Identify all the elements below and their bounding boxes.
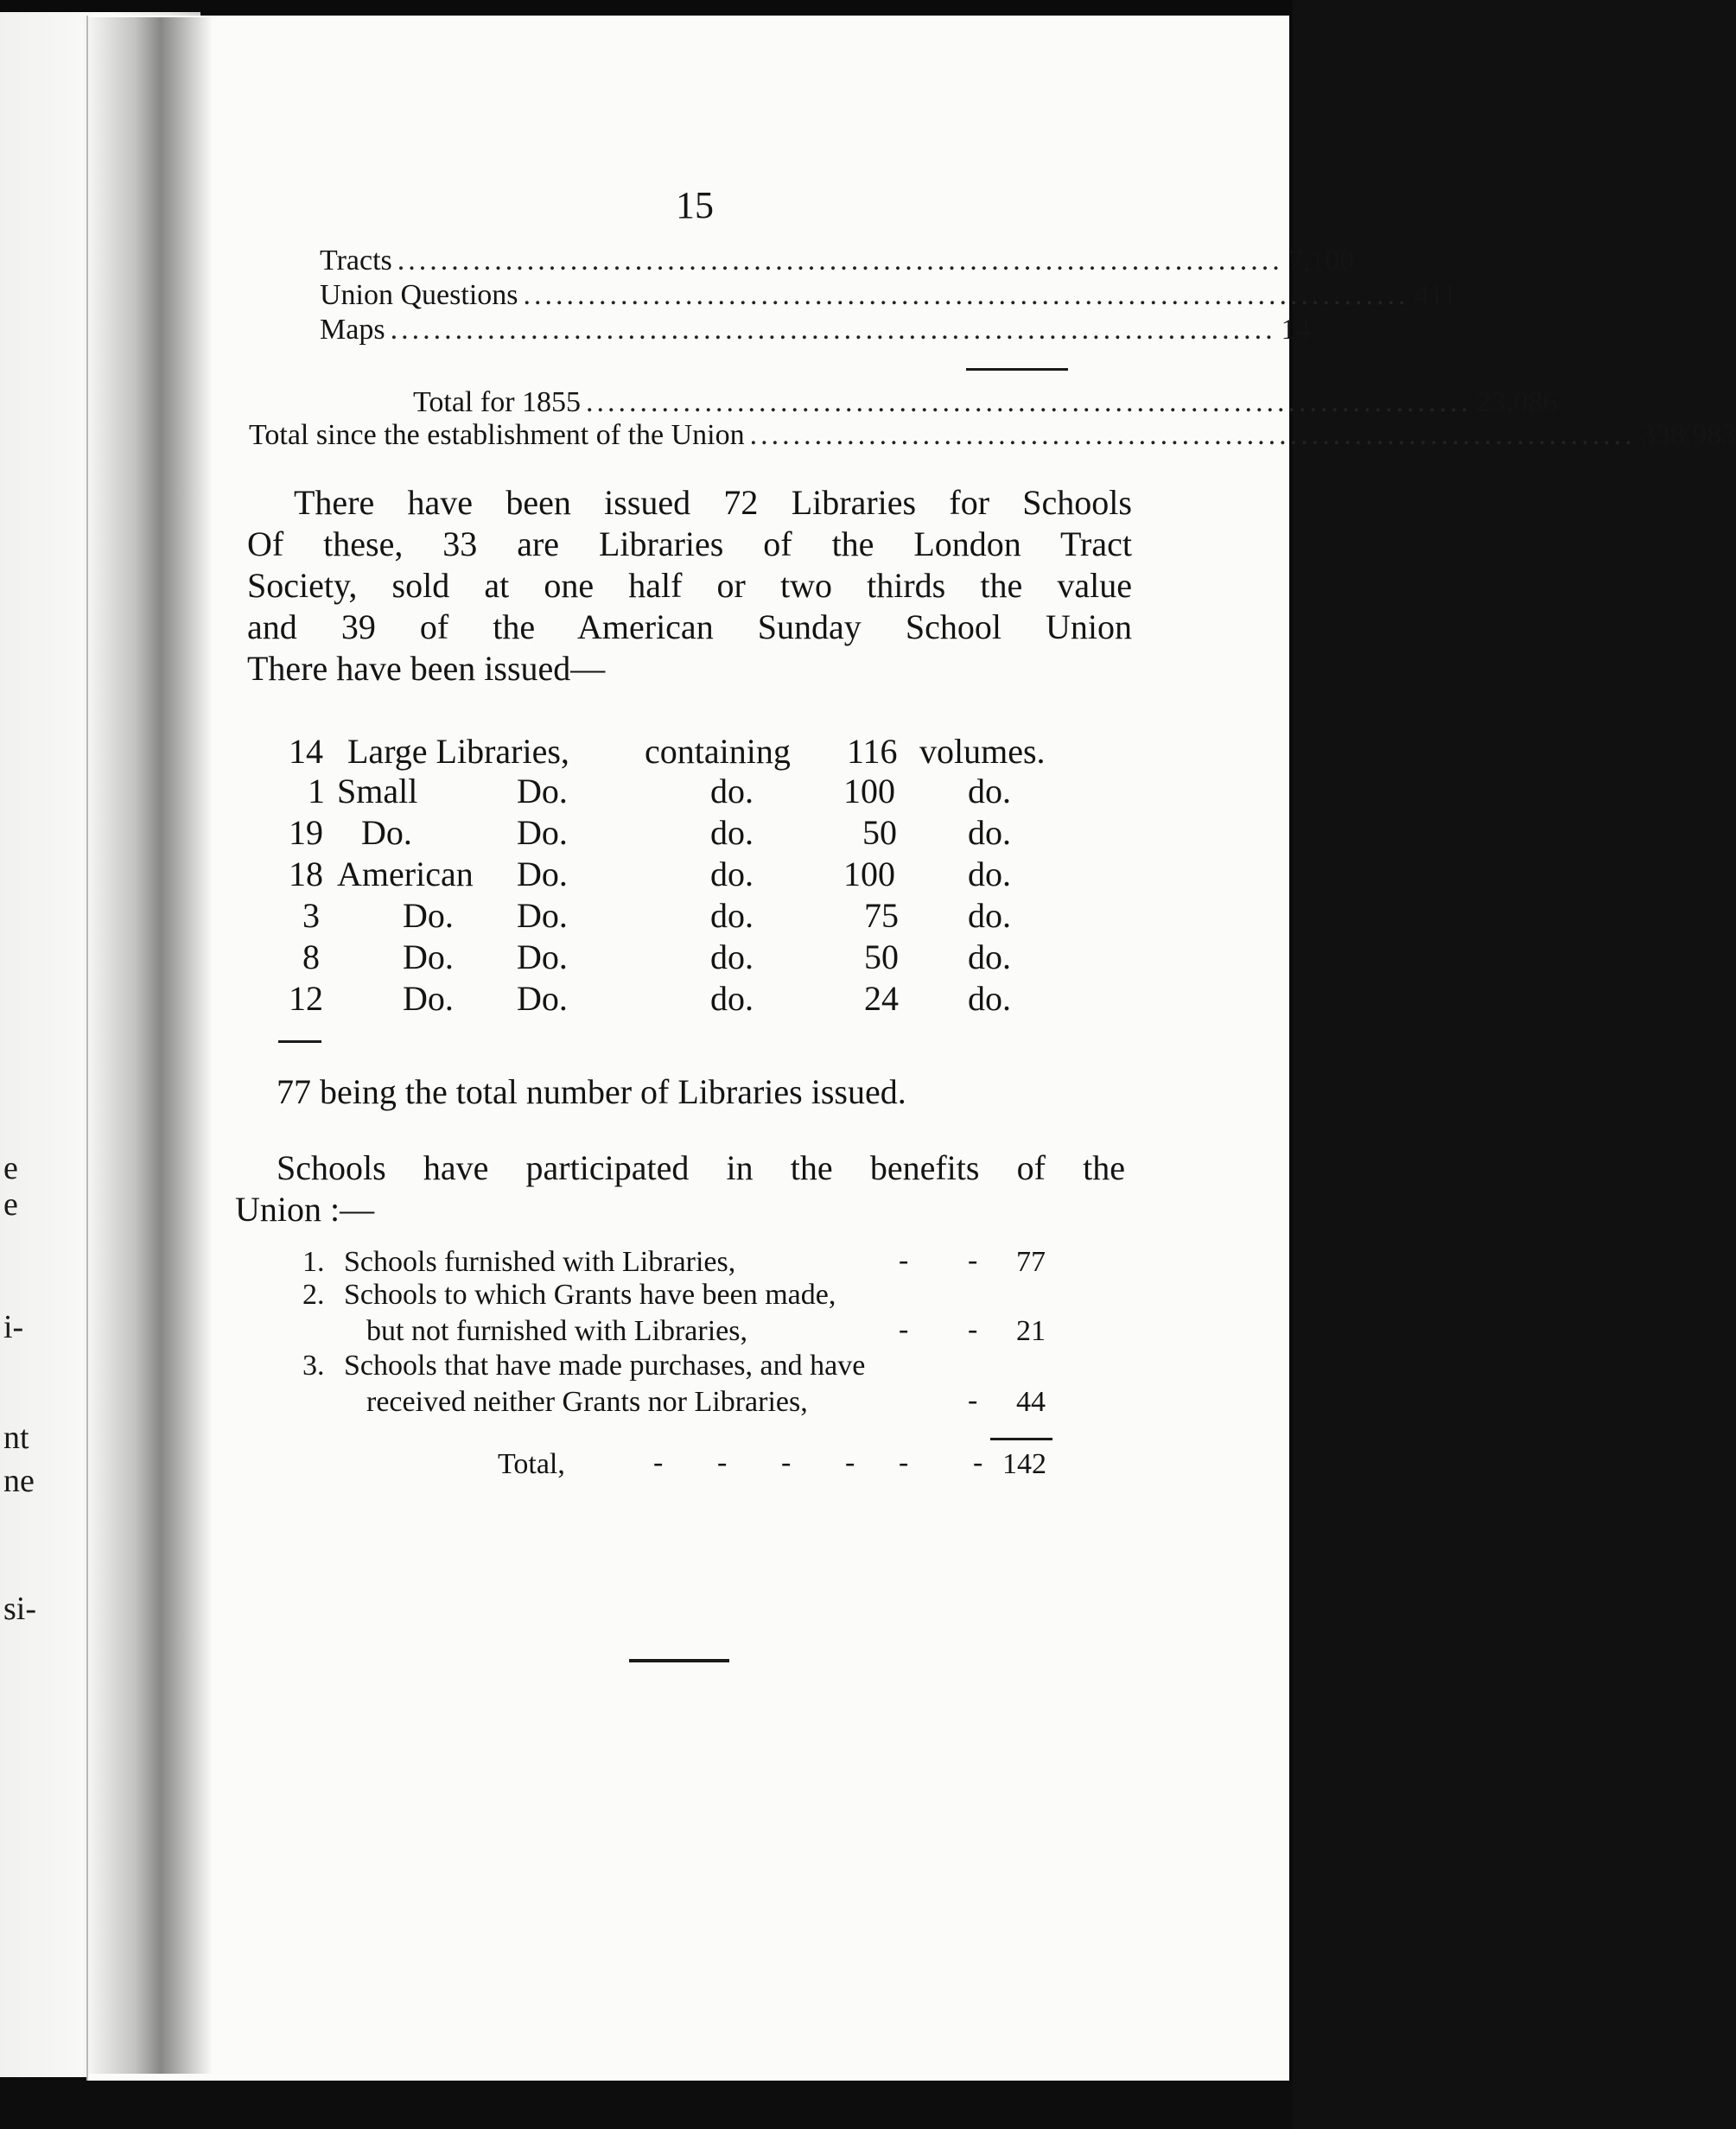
library-unit: do.	[968, 937, 1011, 976]
summary-value: 14	[1281, 314, 1311, 346]
library-do: Do.	[517, 979, 568, 1018]
library-do: Do.	[517, 937, 568, 976]
total-since-row	[249, 418, 1736, 453]
library-volumes: 50	[862, 813, 897, 852]
leader-dots: ..................................................................................	[390, 314, 1276, 346]
library-size: Do.	[403, 896, 454, 935]
total-label: Total,	[498, 1448, 565, 1480]
library-row	[0, 812, 1293, 854]
library-containing: do.	[710, 979, 754, 1018]
library-do: Do.	[517, 855, 568, 893]
library-count: 14	[289, 732, 323, 771]
library-unit: do.	[968, 896, 1011, 935]
dash: -	[899, 1446, 909, 1478]
library-containing: do.	[710, 813, 754, 852]
dash: -	[845, 1446, 855, 1478]
schools-list-item	[0, 1246, 1293, 1279]
left-page-fragment: si-	[3, 1591, 36, 1627]
schools-list-item	[0, 1350, 1293, 1382]
paragraph-line: Society, sold at one half or two thirds the value	[247, 566, 1132, 605]
library-containing: do.	[710, 896, 754, 935]
library-count: 1	[308, 772, 325, 810]
item-value: 44	[1016, 1386, 1046, 1418]
library-size: Small	[337, 772, 418, 810]
summary-label: Tracts	[320, 245, 392, 276]
item-text: Schools that have made purchases, and have	[344, 1350, 866, 1382]
left-page-fragment: i-	[3, 1309, 24, 1345]
library-size: Do.	[403, 979, 454, 1018]
library-containing: do.	[710, 937, 754, 976]
total-1855-value: 23,086	[1477, 386, 1558, 418]
leader-dots: ..................................................................................	[586, 386, 1472, 418]
total-value: 142	[1002, 1448, 1046, 1480]
library-size: Do.	[361, 813, 412, 852]
paragraph-line: There have been issued 72 Libraries for Schools	[294, 483, 1132, 522]
sum-rule	[966, 368, 1068, 371]
library-size: Large Libraries,	[347, 732, 569, 771]
page-number: 15	[676, 184, 714, 226]
scan-bottom-edge	[0, 2081, 1293, 2129]
library-containing: containing	[645, 732, 791, 771]
section-end-rule	[629, 1659, 729, 1662]
item-number: 2.	[302, 1279, 325, 1311]
dash: -	[717, 1446, 728, 1478]
libraries-total-line	[277, 1071, 1106, 1113]
library-count: 3	[302, 896, 320, 935]
dash: -	[968, 1244, 978, 1276]
left-page-fragment: e	[3, 1186, 18, 1223]
libraries-paragraph	[247, 482, 1132, 690]
total-since-value: 338,983	[1640, 419, 1736, 451]
library-unit: do.	[968, 979, 1011, 1018]
schools-total-row	[0, 1448, 1293, 1481]
library-volumes: 75	[864, 896, 899, 935]
dash: -	[653, 1446, 664, 1478]
library-row	[0, 854, 1293, 895]
library-count: 12	[289, 979, 323, 1018]
left-page-fragment: ne	[3, 1463, 35, 1499]
item-text: Schools to which Grants have been made,	[344, 1279, 836, 1311]
item-value: 77	[1016, 1246, 1046, 1278]
library-unit: do.	[968, 855, 1011, 893]
dash: -	[968, 1384, 978, 1416]
leader-dots: ..................................................................................	[523, 279, 1409, 311]
item-number: 1.	[302, 1246, 325, 1278]
dash: -	[781, 1446, 792, 1478]
library-unit: do.	[968, 772, 1011, 810]
library-containing: do.	[710, 772, 754, 810]
sum-rule	[990, 1438, 1052, 1440]
left-page-fragment: nt	[3, 1420, 29, 1456]
summary-row	[320, 313, 1311, 347]
library-row	[0, 731, 1293, 772]
schools-list-item	[0, 1279, 1293, 1312]
paragraph-line: Schools have participated in the benefits of the	[277, 1148, 1125, 1187]
library-row	[0, 978, 1293, 1020]
schools-list-item-continued	[0, 1315, 1293, 1348]
library-count: 19	[289, 813, 323, 852]
library-do: Do.	[517, 896, 568, 935]
library-unit: do.	[968, 813, 1011, 852]
library-size: Do.	[403, 937, 454, 976]
library-do: Do.	[517, 813, 568, 852]
summary-value: 7,100	[1288, 245, 1355, 276]
summary-label: Union Questions	[320, 279, 518, 311]
paragraph-line: 77 being the total number of Libraries issued.	[277, 1072, 906, 1111]
dash: -	[899, 1244, 909, 1276]
library-count: 8	[302, 937, 320, 976]
leader-dots: ..................................................................................	[397, 245, 1283, 276]
item-text: Schools furnished with Libraries,	[344, 1246, 736, 1278]
library-volumes: 116	[847, 732, 898, 771]
count-rule	[278, 1040, 321, 1043]
summary-row	[320, 244, 1355, 278]
paragraph-line: Of these, 33 are Libraries of the London Tract	[247, 524, 1132, 563]
item-text: received neither Grants nor Libraries,	[366, 1386, 808, 1418]
summary-label: Maps	[320, 314, 385, 346]
item-value: 21	[1016, 1315, 1046, 1347]
library-volumes: 24	[864, 979, 899, 1018]
schools-paragraph	[235, 1147, 1125, 1230]
schools-list-item-continued	[0, 1386, 1293, 1419]
summary-row	[320, 278, 1458, 313]
dash: -	[899, 1313, 909, 1345]
paragraph-line: There have been issued—	[247, 649, 606, 688]
library-do: Do.	[517, 772, 568, 810]
dash: -	[968, 1313, 978, 1345]
item-number: 3.	[302, 1350, 325, 1382]
library-volumes: 50	[864, 937, 899, 976]
paragraph-line: Union :—	[235, 1190, 375, 1229]
library-volumes: 100	[843, 772, 895, 810]
total-since-label: Total since the establishment of the Union	[249, 419, 745, 451]
total-1855-row	[413, 385, 1558, 420]
item-text: but not furnished with Libraries,	[366, 1315, 747, 1347]
library-volumes: 100	[843, 855, 895, 893]
library-row	[0, 895, 1293, 937]
binding-gutter-shadow	[83, 17, 213, 2074]
paragraph-line: and 39 of the American Sunday School Union	[247, 607, 1132, 646]
total-1855-label: Total for 1855	[413, 386, 582, 418]
library-containing: do.	[710, 855, 754, 893]
library-row	[0, 771, 1293, 812]
leader-dots: ..................................................................................	[749, 419, 1636, 451]
left-page-fragment: e	[3, 1150, 18, 1186]
library-count: 18	[289, 855, 323, 893]
dash: -	[973, 1446, 983, 1478]
library-row	[0, 937, 1293, 978]
library-size: American	[337, 855, 474, 893]
summary-value: 411	[1414, 279, 1458, 311]
library-unit: volumes.	[919, 732, 1046, 771]
